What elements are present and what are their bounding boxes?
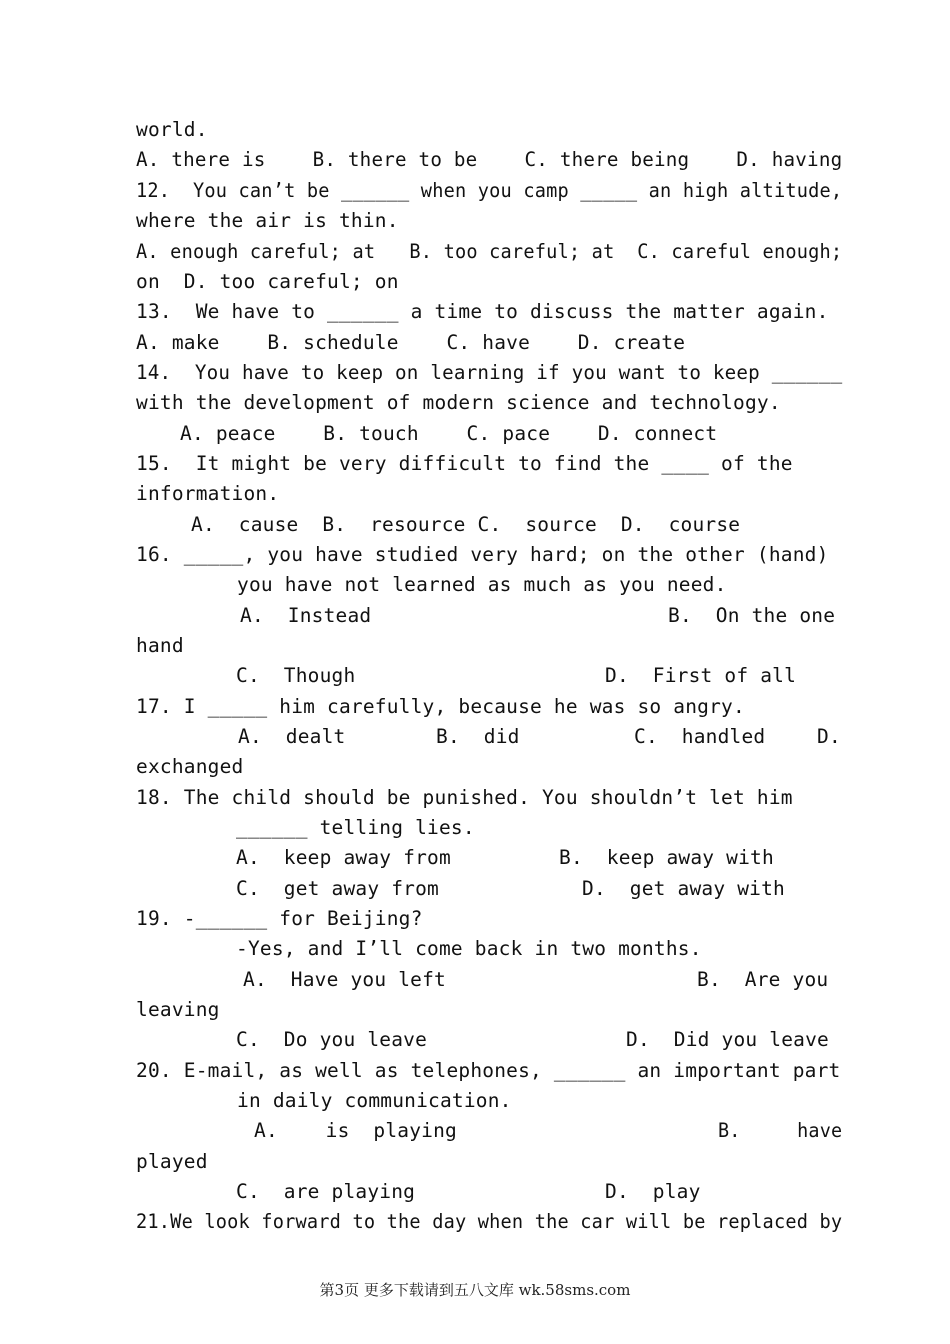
question-14: 14. You have to keep on learning if you want to keep ______ bbox=[136, 361, 843, 384]
option-d: D. bbox=[817, 725, 841, 748]
question-13: 13. We have to ______ a time to discuss the matter again. bbox=[136, 300, 829, 323]
text-line: leaving bbox=[136, 998, 220, 1021]
option-d: D. Did you leave bbox=[626, 1028, 829, 1051]
option-a: A. Instead bbox=[240, 604, 372, 627]
answer-options: on D. too careful; on bbox=[136, 270, 399, 293]
question-19: 19. -______ for Beijing? bbox=[136, 907, 423, 930]
answer-options: A. there is B. there to be C. there being D. having bbox=[136, 148, 843, 171]
text-line: information. bbox=[136, 482, 280, 505]
option-a: A. keep away from bbox=[236, 846, 451, 869]
option-d: D. play bbox=[605, 1180, 701, 1203]
option-b: B. have bbox=[718, 1119, 843, 1142]
text-line: where the air is thin. bbox=[136, 209, 399, 232]
option-c: C. Do you leave bbox=[236, 1028, 428, 1051]
option-a: A. is playing bbox=[254, 1119, 457, 1142]
page-footer: 第3页 更多下载请到五八文库 wk.58sms.com bbox=[319, 1281, 631, 1299]
question-21: 21.We look forward to the day when the car will be replaced by bbox=[136, 1210, 843, 1233]
option-b: B. Are you bbox=[697, 968, 829, 991]
answer-options: A. cause B. resource C. source D. course bbox=[191, 513, 741, 536]
option-d: D. get away with bbox=[582, 877, 785, 900]
answer-options: A. make B. schedule C. have D. create bbox=[136, 331, 686, 354]
question-15: 15. It might be very difficult to find the ____ of the bbox=[136, 452, 793, 475]
option-c: C. get away from bbox=[236, 877, 439, 900]
option-c: C. Though bbox=[236, 664, 356, 687]
option-b: B. did bbox=[436, 725, 520, 748]
option-a: A. dealt bbox=[238, 725, 346, 748]
question-20: 20. E-mail, as well as telephones, ______ an important part bbox=[136, 1059, 841, 1082]
text-line: played bbox=[136, 1150, 208, 1173]
answer-options: A. peace B. touch C. pace D. connect bbox=[180, 422, 718, 445]
text-line: -Yes, and I’ll come back in two months. bbox=[236, 937, 702, 960]
answer-options: A. enough careful; at B. too careful; at C. careful enough; bbox=[136, 240, 843, 263]
question-17: 17. I _____ him carefully, because he was so angry. bbox=[136, 695, 745, 718]
option-c: C. handled bbox=[634, 725, 766, 748]
text-line: world. bbox=[136, 118, 208, 141]
question-12: 12. You can’t be ______ when you camp _____ an high altitude, bbox=[136, 179, 843, 202]
text-line: hand bbox=[136, 634, 184, 657]
question-16: 16. _____, you have studied very hard; on the other (hand) bbox=[136, 543, 829, 566]
text-line: exchanged bbox=[136, 755, 244, 778]
option-c: C. are playing bbox=[236, 1180, 416, 1203]
text-line: in daily communication. bbox=[237, 1089, 512, 1112]
option-d: D. First of all bbox=[605, 664, 797, 687]
text-line: ______ telling lies. bbox=[236, 816, 475, 839]
option-a: A. Have you left bbox=[243, 968, 446, 991]
option-b: B. keep away with bbox=[559, 846, 774, 869]
text-line: you have not learned as much as you need. bbox=[237, 573, 727, 596]
text-line: with the development of modern science and technology. bbox=[136, 391, 781, 414]
question-18: 18. The child should be punished. You shouldn’t let him bbox=[136, 786, 793, 809]
option-b: B. On the one bbox=[668, 604, 836, 627]
